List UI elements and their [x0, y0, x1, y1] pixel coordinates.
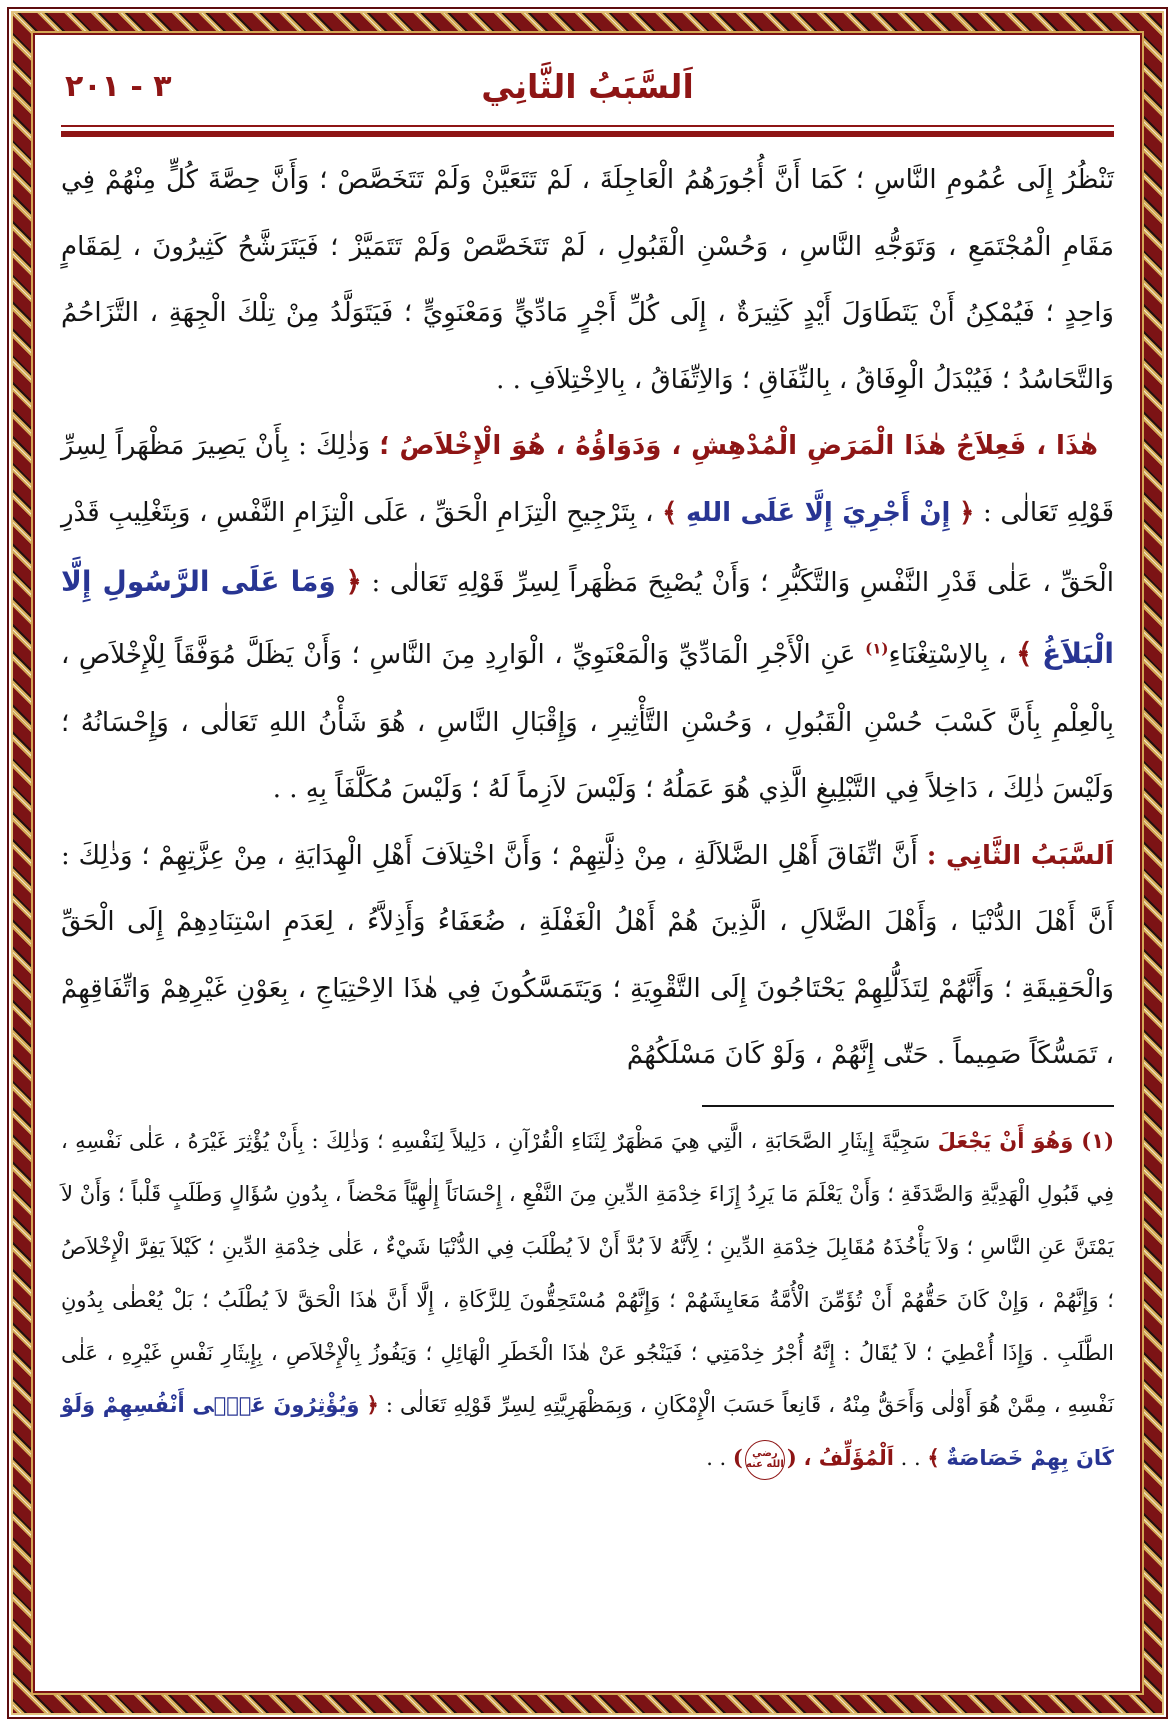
- footnote-marker: (١) وَهُوَ أَنْ يَجْعَلَ: [937, 1127, 1114, 1153]
- footnote-paragraph: [61, 1115, 1114, 1485]
- quran-verse: وَمَا عَلَى الرَّسُولِ إِلَّا الْبَلاَغُ: [61, 565, 1115, 670]
- ornamental-border-band: [11, 11, 1164, 1715]
- footnote-reference: (١): [865, 639, 889, 658]
- header-rule-thick: [61, 131, 1114, 137]
- verse-bracket-open: ﴿: [959, 497, 975, 528]
- footnote-text-run: . .: [706, 1446, 727, 1471]
- ornamental-border-outer: [7, 7, 1168, 1719]
- body-text-run: تَنْظُرُ إِلَى عُمُومِ النَّاسِ ؛ كَمَا أَنَّ أُجُورَهُمُ الْعَاجِلَةَ ، لَمْ تَتَعَيَّنْ وَلَمْ تَتَخَصَّصْ ؛ وَأَنَّ حِصَّةَ كُلٍّ مِنْهُمْ فِي مَقَامِ الْمُجْتَمَعِ ، وَتَوَجُّهِ النَّاسِ ، وَحُسْنِ الْقَبُولِ ، لَمْ تَتَخَصَّصْ وَلَمْ تَتَمَيَّزْ ؛ فَيَتَرَشَّحُ كَثِيرُونَ ، لِمَقَامٍ وَاحِدٍ ؛ فَيُمْكِنُ أَنْ يَتَطَاوَلَ أَيْدٍ كَثِيرَةٌ ، إِلَى كُلِّ أَجْرٍ مَادِّيٍّ وَمَعْنَوِيٍّ ؛ فَيَتَوَلَّدُ مِنْ تِلْكَ الْجِهَةِ ، التَّزَاحُمُ وَالتَّحَاسُدُ ؛ فَيُبْدَلُ الْوِفَاقُ ، بِالنِّفَاقِ ؛ وَالاِتِّفَاقُ ، بِالاِخْتِلاَفِ . .: [61, 165, 1114, 395]
- page-header: [61, 57, 1114, 123]
- author-label: اَلْمُؤَلِّفُ ،: [803, 1445, 894, 1471]
- paragraph-continuation: [61, 147, 1114, 413]
- paragraph-second-reason: [61, 823, 1114, 1089]
- verse-bracket-close: ﴾: [1016, 636, 1033, 670]
- body-text-run: ، بِالاِسْتِغْنَاءِ: [888, 639, 1007, 670]
- body-text-run: أَنَّ اتِّفَاقَ أَهْلِ الضَّلاَلَةِ ، مِنْ ذِلَّتِهِمْ ؛ وَأَنَّ اخْتِلاَفَ أَهْلِ الْهِدَايَةِ ، مِنْ عِزَّتِهِمْ ؛ وَذٰلِكَ : أَنَّ أَهْلَ الدُّنْيَا ، وَأَهْلَ الضَّلاَلِ ، الَّذِينَ هُمْ أَهْلُ الْغَفْلَةِ ، ضُعَفَاءُ وَأَذِلاَّءُ ، لِعَدَمِ اسْتِنَادِهِمْ إِلَى الْحَقِّ وَالْحَقِيقَةِ ؛ وَأَنَّهُمْ لِتَذَلُّلِهِمْ يَحْتَاجُونَ إِلَى التَّقْوِيَةِ ؛ وَيَتَمَسَّكُونَ فِي هٰذَا الاِحْتِيَاجِ ، بِعَوْنِ غَيْرِهِمْ وَاتِّفَاقِهِمْ ، تَمَسُّكَاً صَمِيماً . حَتّٰى إِنَّهُمْ ، وَلَوْ كَانَ مَسْلَكُهُمْ: [61, 840, 1114, 1071]
- verse-bracket-close: ﴾: [927, 1445, 940, 1471]
- quran-verse: وَيُؤْثِرُونَ عَلٰۤى أَنْفُسِهِمْ وَلَوْ كَانَ بِهِمْ خَصَاصَةٌ: [61, 1392, 1114, 1471]
- page-title: اَلسَّبَبُ الثَّانِي: [481, 67, 694, 106]
- quran-verse: إِنْ أَجْرِيَ إِلَّا عَلَى اللهِ: [685, 497, 951, 528]
- body-text-run: عَنِ الْأَجْرِ الْمَادِّيِّ وَالْمَعْنَوِيِّ ، الْوَارِدِ مِنَ النَّاسِ ؛ وَأَنْ يَظَلَّ مُوَفَّقَاً لِلْإِخْلاَصِ ، بِالْعِلْمِ بِأَنَّ كَسْبَ حُسْنِ الْقَبُولِ ، وَحُسْنِ التَّأْثِيرِ ، وَإِقْبَالِ النَّاسِ ، هُوَ شَأْنُ اللهِ تَعَالٰى ، وَإِحْسَانُهُ ؛ وَلَيْسَ ذٰلِكَ ، دَاخِلاً فِي التَّبْلِيغِ الَّذِي هُوَ عَمَلُهُ ؛ وَلَيْسَ لاَزِماً لَهُ ؛ وَلَيْسَ مُكَلَّفَاً بِهِ . .: [61, 639, 1114, 805]
- section-heading-inline: اَلسَّبَبُ الثَّانِي :: [926, 840, 1115, 871]
- main-text: [61, 147, 1114, 1089]
- page-content-area: [33, 33, 1142, 1693]
- footnote-text-run: . .: [894, 1446, 921, 1471]
- header-rule-thin: [61, 125, 1114, 127]
- verse-bracket-open: ﴿: [345, 565, 362, 599]
- page-number: ٣ - ٢٠١: [65, 69, 172, 104]
- footnote-separator: [702, 1105, 1114, 1107]
- footnote-text-run: سَجِيَّةَ إِيثَارِ الصَّحَابَةِ ، الَّتِي هِيَ مَظْهَرٌ لِثَنَاءِ الْقُرْآنِ ، دَلِيلاً لِنَفْسِهِ ؛ وَذٰلِكَ : بِأَنْ يُؤْثِرَ غَيْرَهُ ، عَلٰى نَفْسِهِ ، فِي قَبُولِ الْهَدِيَّةِ وَالصَّدَقَةِ ؛ وَأَنْ يَعْلَمَ مَا يَرِدُ إِزَاءَ خِدْمَةِ الدِّينِ مِنَ النَّفْعِ ، إِحْسَانَاً إِلٰهِيَّاً مَحْضاً ، بِدُونِ سُؤَالٍ وَطَلَبٍ قَلْباً ؛ وَأَنْ لاَ يَمْتَنَّ عَنِ النَّاسِ ؛ وَلاَ يَأْخُذَهُ مُقَابِلَ خِدْمَةِ الدِّينِ ؛ لِأَنَّهُ لاَ بُدَّ أَنْ لاَ يُطْلَبَ فِي الدُّنْيَا شَيْءٌ ، عَلٰى خِدْمَةِ الدِّينِ ؛ كَيْلاَ يَفِرَّ الْإِخْلاَصُ ؛ وَإِنَّهُمْ ، وَإِنْ كَانَ حَقُّهُمْ أَنْ تُؤَمِّنَ الْأُمَّةُ مَعَايِشَهُمْ ؛ وَإِنَّهُمْ مُسْتَحِقُّونَ لِلزَّكَاةِ ، إِلَّا أَنَّ هٰذَا الْحَقَّ لاَ يُطْلَبُ ؛ بَلْ يُعْطٰى بِدُونِ الطَّلَبِ . وَإِذَا أُعْطِيَ ؛ لاَ يُقَالُ : إِنَّهُ أُجْرُ خِدْمَتِي ؛ فَيَنْجُو عَنْ هٰذَا الْخَطَرِ الْهَائِلِ ؛ وَيَفُوزُ بِالْإِخْلاَصِ ، بِإِيثَارِ نَفْسِ غَيْرِهِ ، عَلٰى نَفْسِهِ ، مِمَّنْ هُوَ أَوْلٰى وَأَحَقُّ مِنْهُ ، قَانِعاً حَسَبَ الْإِمْكَانِ ، وَبِمَظْهَرِيَّتِهِ لِسِرِّ قَوْلِهِ تَعَالٰى :: [61, 1128, 1114, 1418]
- verse-bracket-open: ﴿: [366, 1392, 379, 1418]
- author-seal-icon: رضي الله عنه: [745, 1440, 785, 1480]
- verse-bracket-close: ﴾: [662, 497, 678, 528]
- body-text-run: ، بِتَرْجِيحِ الْتِزَامِ الْحَقِّ ، عَلَى الْتِزَامِ النَّفْسِ ، وَبِتَغْلِيبِ قَدْرِ الْحَقِّ ، عَلٰى قَدْرِ النَّفْسِ وَالتَّكَبُّرِ ؛ وَأَنْ يُصْبِحَ مَظْهَراً لِسِرِّ قَوْلِهِ تَعَالٰى :: [61, 497, 1114, 599]
- seal-paren-close: ): [732, 1445, 743, 1471]
- footnote-block: [61, 1115, 1114, 1485]
- seal-paren-open: (: [786, 1445, 797, 1471]
- paragraph-treatment: [61, 413, 1114, 823]
- red-emphasis: هٰذَا ، فَعِلاَجُ هٰذَا الْمَرَضِ الْمُدْهِشِ ، وَدَوَاؤُهُ ، هُوَ الْإِخْلاَصُ ؛: [379, 431, 1098, 462]
- body-text-run: وَذٰلِكَ : بِأَنْ يَصِيرَ مَظْهَراً لِسِرِّ قَوْلِهِ تَعَالٰى :: [61, 431, 1114, 528]
